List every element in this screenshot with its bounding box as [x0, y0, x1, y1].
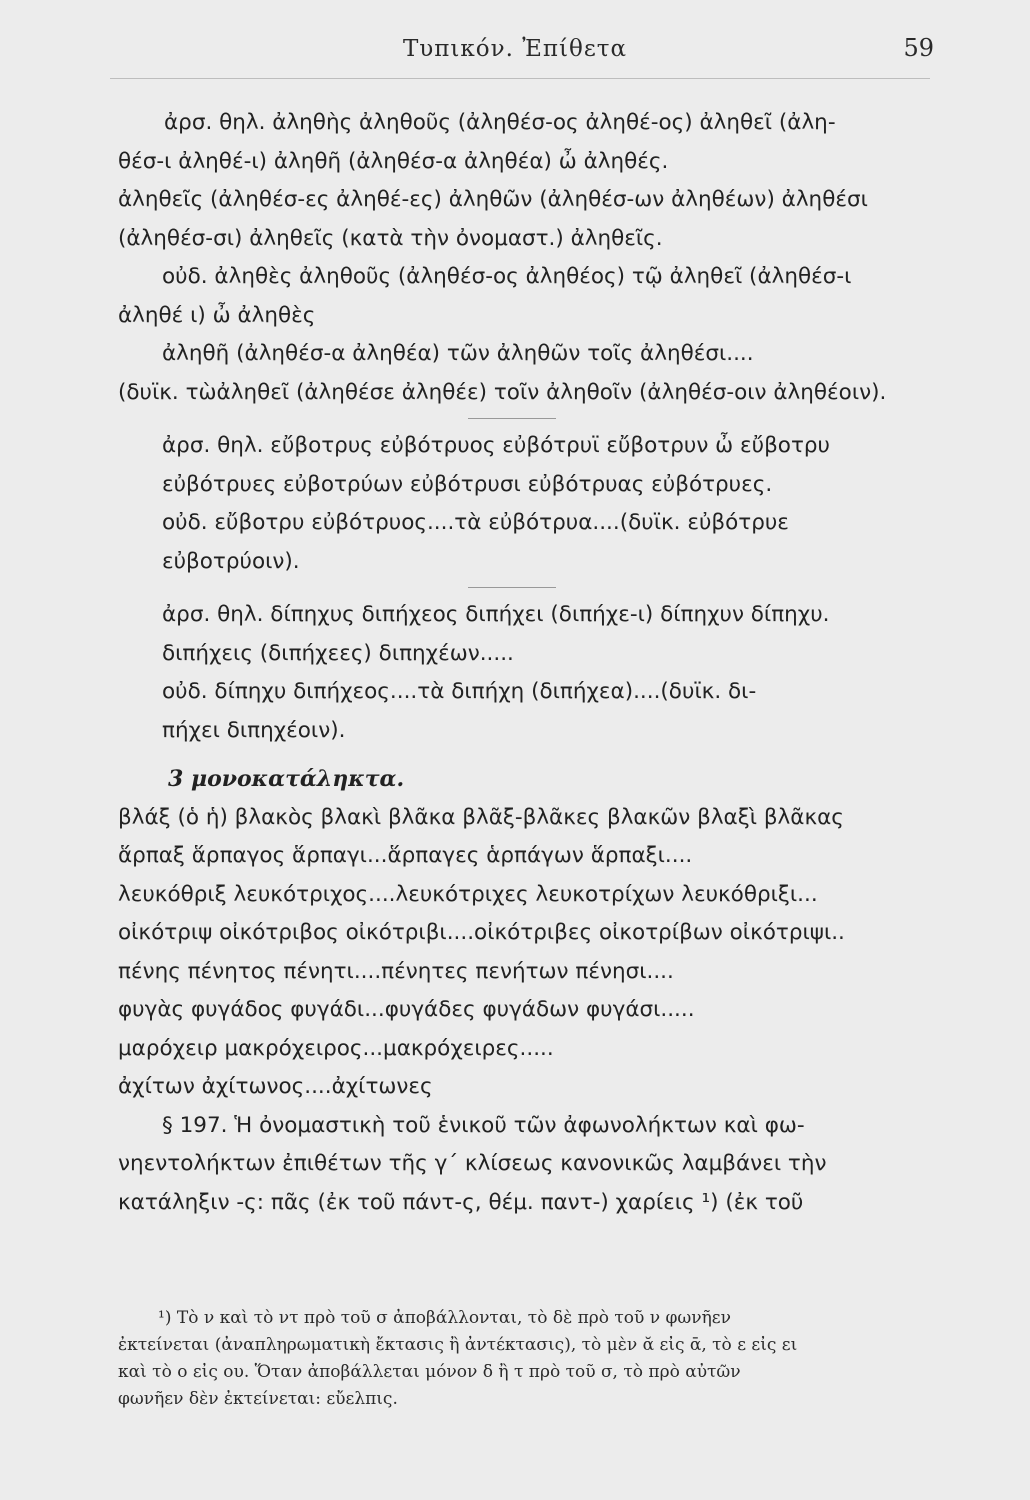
main-text [118, 104, 938, 1222]
text-line: οἰκότριψ οἰκότριβος οἰκότριβι....οἰκότριβες οἰκοτρίβων οἰκότριψι.. [118, 920, 845, 945]
text-line: οὐδ. ἀληθὲς ἀληθοῦς (ἀληθέσ-ος ἀληθέος) τῷ ἀληθεῖ (ἀληθέσ-ι [162, 264, 852, 289]
text-line: ἀρσ. θηλ. δίπηχυς διπήχεος διπήχει (διπήχε-ι) δίπηχυν δίπηχυ. [162, 602, 830, 627]
text-line: εὐβότρυες εὐβοτρύων εὐβότρυσι εὐβότρυας εὐβότρυες. [162, 471, 773, 497]
page-number: 59 [903, 34, 934, 62]
text-line: ἀληθέ ι) ὦ ἀληθὲς [118, 302, 316, 328]
footnote-block [118, 1305, 938, 1413]
text-line: κατάληξιν -ς: πᾶς (ἐκ τοῦ πάντ-ς, θέμ. παντ-) χαρίεις ¹) (ἐκ τοῦ [118, 1189, 804, 1215]
text-line: (δυϊκ. τὼἀληθεῖ (ἀληθέσε ἀληθέε) τοῖν ἀληθοῖν (ἀληθέσ-οιν ἀληθέοιν). [118, 379, 887, 405]
footnote-line: φωνῆεν δὲν ἐκτείνεται: εὔελπις. [118, 1389, 398, 1409]
text-line: (ἀληθέσ-σι) ἀληθεῖς (κατὰ τὴν ὀνομαστ.) ἀληθεῖς. [118, 225, 663, 251]
text-line: λευκόθριξ λευκότριχος....λευκότριχες λευκοτρίχων λευκόθριξι... [118, 881, 818, 907]
text-line: βλάξ (ὁ ἡ) βλακὸς βλακὶ βλᾶκα βλᾶξ-βλᾶκες βλακῶν βλαξὶ βλᾶκας [118, 804, 844, 830]
text-line: ἀληθεῖς (ἀληθέσ-ες ἀληθέ-ες) ἀληθῶν (ἀληθέσ-ων ἀληθέων) ἀληθέσι [118, 187, 868, 212]
text-line: οὐδ. εὔβοτρυ εὐβότρυος....τὰ εὐβότρυα....(δυϊκ. εὐβότρυε [162, 510, 789, 535]
running-header: Τυπικόν. Ἐπίθετα [402, 36, 628, 62]
text-line: φυγὰς φυγάδος φυγάδι...φυγάδες φυγάδων φυγάσι..... [118, 997, 695, 1022]
text-line: εὐβοτρύοιν). [162, 548, 300, 574]
text-line: πήχει διπηχέοιν). [162, 717, 346, 743]
text-line: μαρόχειρ μακρόχειρος...μακρόχειρες..... [118, 1035, 554, 1061]
section-separator [468, 418, 556, 419]
text-line: ἀρσ. θηλ. εὔβοτρυς εὐβότρυος εὐβότρυϊ εὔβοτρυν ὦ εὔβοτρυ [162, 433, 830, 458]
text-line: ἀρσ. θηλ. ἀληθὴς ἀληθοῦς (ἀληθέσ-ος ἀληθέ-ος) ἀληθεῖ (ἀλη- [164, 110, 836, 135]
section-separator [468, 587, 556, 588]
text-line: ἅρπαξ ἅρπαγος ἅρπαγι...ἅρπαγες ἁρπάγων ἅρπαξι.... [118, 843, 693, 868]
text-line: πένης πένητος πένητι....πένητες πενήτων πένησι.... [118, 958, 674, 984]
footnote-line: ¹) Τὸ ν καὶ τὸ ντ πρὸ τοῦ σ ἀποβάλλονται, τὸ δὲ πρὸ τοῦ ν φωνῆεν [158, 1308, 731, 1328]
section-heading: 3 μονοκατάληκτα. [168, 766, 405, 792]
text-line: θέσ-ι ἀληθέ-ι) ἀληθῆ (ἀληθέσ-α ἀληθέα) ὦ ἀληθές. [118, 148, 669, 174]
text-line: νηεντολήκτων ἐπιθέτων τῆς γ´ κλίσεως κανονικῶς λαμβάνει τὴν [118, 1151, 827, 1176]
text-line: διπήχεις (διπήχεες) διπηχέων..... [162, 640, 514, 666]
footnote-line: ἐκτείνεται (ἀναπληρωματικὴ ἔκτασις ἢ ἀντέκτασις), τὸ μὲν ᾰ εἰς ᾱ, τὸ ε εἰς ει [118, 1335, 798, 1355]
text-line: ἀληθῆ (ἀληθέσ-α ἀληθέα) τῶν ἀληθῶν τοῖς ἀληθέσι.... [162, 341, 754, 366]
text-line: οὐδ. δίπηχυ διπήχεος....τὰ διπήχη (διπήχεα)....(δυϊκ. δι- [162, 679, 757, 704]
text-line: § 197. Ἡ ὀνομαστικὴ τοῦ ἑνικοῦ τῶν ἀφωνολήκτων καὶ φω- [162, 1112, 805, 1138]
text-line: ἀχίτων ἀχίτωνος....ἀχίτωνες [118, 1074, 433, 1099]
footnote-line: καὶ τὸ ο εἰς ου. Ὅταν ἀποβάλλεται μόνον δ ἢ τ πρὸ τοῦ σ, τὸ πρὸ αὐτῶν [118, 1362, 741, 1382]
header-divider [110, 78, 930, 79]
